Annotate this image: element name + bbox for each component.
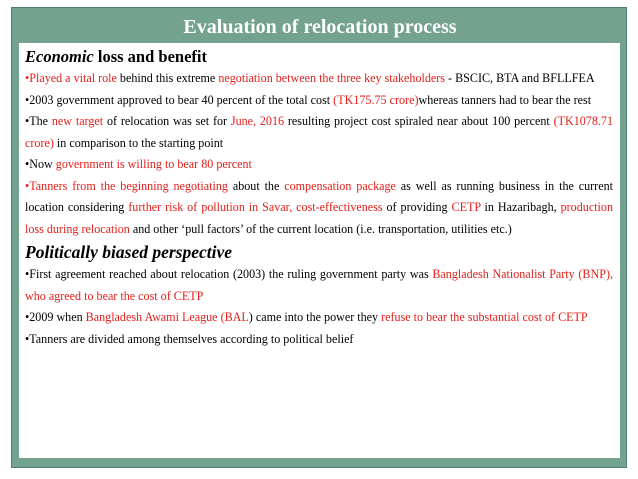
political-bullet-list (25, 264, 613, 350)
bullet-text: •The (25, 114, 52, 128)
bullet-text: in Hazaribagh, (480, 200, 561, 214)
highlighted-text: June, 2016 (230, 114, 285, 128)
bullet-text: •Now (25, 157, 56, 171)
highlighted-text: Bangladesh Awami League (BAL (85, 310, 249, 324)
economic-bullet-5 (25, 176, 613, 241)
bullet-text: whereas tanners had to bear the rest (418, 92, 592, 107)
bullet-text: •2003 government approved to bear 40 percent of the total cost (25, 92, 334, 107)
economic-bullet-3 (25, 111, 613, 154)
heading-rest-part: loss and benefit (93, 47, 207, 66)
highlighted-text: new target (51, 114, 104, 128)
bullet-text: •2009 when (25, 310, 86, 324)
bullet-text: ) came into the power they (248, 310, 382, 324)
political-bullet-2 (25, 307, 613, 329)
highlighted-text: production loss during relocation (25, 200, 614, 236)
bullet-text: - BSCIC, BTA and BFLLFEA (445, 71, 595, 85)
economic-bullet-2 (25, 90, 613, 112)
bullet-text: as well as running business in the current location considering (25, 178, 613, 214)
slide-content (19, 43, 620, 458)
highlighted-text: refuse to bear the substantial cost of CETP (381, 310, 588, 324)
highlighted-text: •Played a vital role (25, 71, 117, 85)
bullet-text: of providing (382, 200, 452, 214)
heading-political-text: Politically biased perspective (25, 242, 233, 262)
section-heading-political (25, 240, 613, 264)
slide-frame (11, 7, 627, 468)
bullet-text: •First agreement reached about relocation (2003) the ruling government party was (25, 267, 433, 281)
section-heading-economic (25, 46, 613, 68)
highlighted-text: •Tanners from the beginning negotiating (25, 178, 228, 193)
bullet-text: about the (227, 178, 285, 193)
heading-italic-part: Economic (25, 47, 94, 66)
highlighted-text: government is willing to bear 80 percent (55, 157, 252, 171)
economic-bullet-list (25, 68, 613, 240)
bullet-text: and other ‘pull factors’ of the current location (i.e. transportation, utilities etc.) (129, 221, 512, 236)
highlighted-text: (TK1078.71 crore) (25, 114, 614, 150)
political-bullet-1 (25, 264, 613, 307)
highlighted-text: Bangladesh Nationalist Party (BNP), who agreed to bear the cost of CETP (25, 267, 613, 303)
bullet-text: of relocation was set for (103, 114, 231, 128)
slide-title: Evaluation of relocation process (183, 16, 457, 38)
political-bullet-3 (25, 329, 613, 351)
highlighted-text: (TK175.75 crore) (333, 92, 419, 107)
highlighted-text: compensation package (284, 178, 396, 193)
highlighted-text: CETP (451, 200, 481, 214)
bullet-text: in comparison to the starting point (53, 135, 224, 150)
economic-bullet-4 (25, 154, 613, 176)
highlighted-text: further risk of pollution in Savar, cost-effectiveness (128, 200, 383, 214)
economic-bullet-1 (25, 68, 613, 90)
bullet-text: behind this extreme (116, 71, 219, 85)
highlighted-text: negotiation between the three key stakeholders (218, 71, 446, 85)
bullet-text: •Tanners are divided among themselves according to political belief (25, 331, 354, 346)
bullet-text: resulting project cost spiraled near about 100 percent (284, 114, 554, 128)
